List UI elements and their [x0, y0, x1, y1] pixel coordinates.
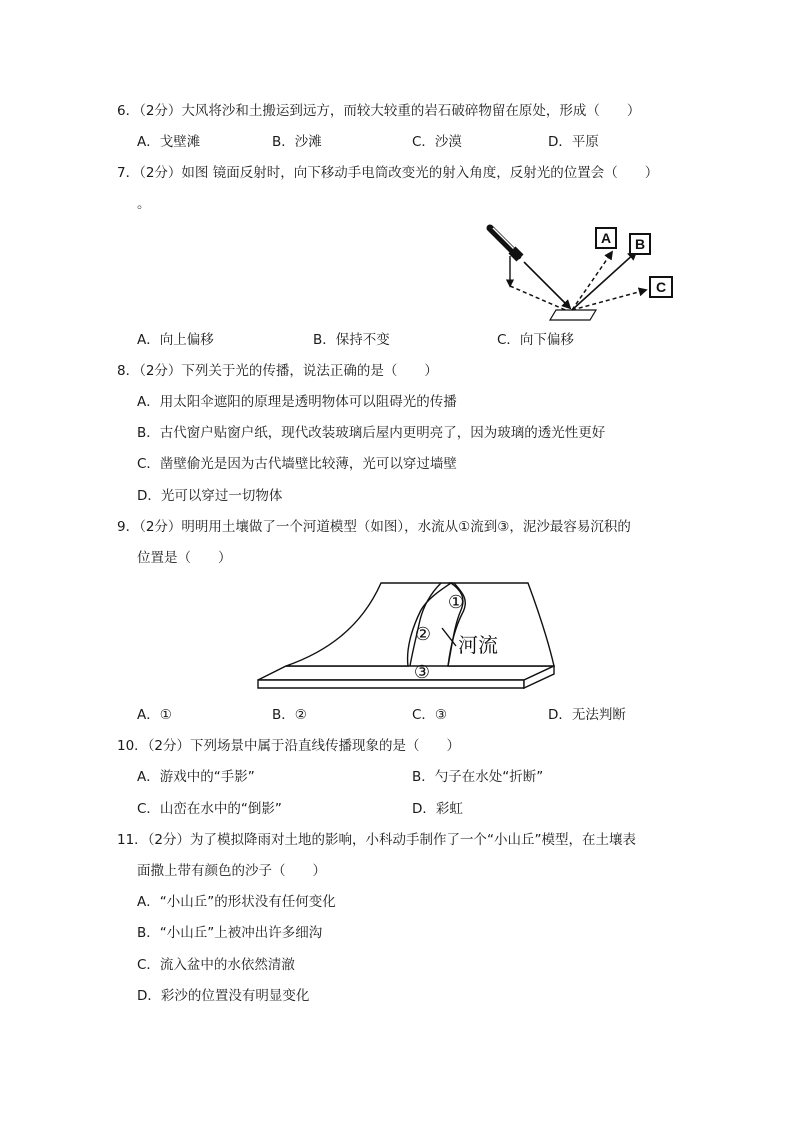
q10-option-a: A．游戏中的“手影”	[137, 769, 255, 785]
q11-option-d: D．彩沙的位置没有明显变化	[137, 988, 310, 1004]
q7-option-c: C．向下偏移	[497, 332, 574, 348]
q11-option-a: A．“小山丘”的形状没有任何变化	[137, 894, 336, 910]
incident-ray	[524, 262, 570, 308]
q11-option-b: B．“小山丘”上被冲出许多细沟	[137, 925, 323, 941]
q8-option-b: B．古代窗户贴窗户纸，现代改装玻璃后屋内更明亮了，因为玻璃的透光性更好	[137, 425, 606, 441]
q9-option-c: C．③	[412, 707, 448, 723]
q7-option-b: B．保持不变	[313, 332, 390, 348]
label-point-2: ②	[414, 624, 432, 645]
reflected-ray-b	[572, 252, 636, 310]
q9-river-model-diagram	[256, 580, 556, 696]
q9-stem: 9．（2分）明明用土壤做了一个河道模型（如图），水流从①流到③，泥沙最容易沉积的	[117, 519, 631, 535]
q7-option-a: A．向上偏移	[137, 332, 214, 348]
flashlight-icon	[490, 228, 520, 258]
q9-stem-continued: 位置是（ ）	[137, 550, 232, 566]
label-c: C	[655, 279, 667, 295]
model-base-top	[258, 666, 554, 680]
q10-option-c: C．山峦在水中的“倒影”	[137, 801, 282, 817]
q7-stem: 7．（2分）如图 镜面反射时，向下移动手电筒改变光的射入角度，反射光的位置会（ ）	[117, 165, 659, 181]
q10-stem: 10．（2分）下列场景中属于沿直线传播现象的是（ ）	[117, 738, 461, 754]
q6-option-c: C．沙漠	[412, 134, 462, 150]
q11-option-c: C．流入盆中的水依然清澈	[137, 957, 295, 973]
q7-reflection-diagram	[484, 222, 678, 324]
q8-option-d: D．光可以穿过一切物体	[137, 488, 283, 504]
q9-option-a: A．①	[137, 707, 172, 723]
q6-option-d: D．平原	[548, 134, 599, 150]
q10-option-d: D．彩虹	[412, 801, 463, 817]
q10-option-b: B．勺子在水处“折断”	[412, 769, 544, 785]
label-a: A	[600, 230, 612, 246]
q6-stem: 6．（2分）大风将沙和土搬运到远方，而较大较重的岩石破碎物留在原处，形成（ ）	[117, 103, 641, 119]
q8-option-c: C．凿壁偷光是因为古代墙壁比较薄，光可以穿过墙壁	[137, 456, 457, 472]
label-point-1: ①	[447, 592, 465, 613]
label-b: B	[634, 236, 646, 252]
mirror	[550, 310, 596, 320]
label-point-3: ③	[413, 662, 431, 683]
q11-stem: 11．（2分）为了模拟降雨对土地的影响，小科动手制作了一个“小山丘”模型，在土壤表	[117, 832, 637, 848]
q8-stem: 8．（2分）下列关于光的传播，说法正确的是（ ）	[117, 363, 438, 379]
q9-option-d: D．无法判断	[548, 707, 626, 723]
q11-stem-continued: 面撒上带有颜色的沙子（ ）	[137, 863, 326, 879]
q8-option-a: A．用太阳伞遮阳的原理是透明物体可以阻碍光的传播	[137, 394, 457, 410]
q6-option-b: B．沙滩	[272, 134, 322, 150]
q9-option-b: B．②	[272, 707, 307, 723]
label-river: 河流	[458, 633, 498, 657]
q6-option-a: A．戈壁滩	[137, 134, 201, 150]
model-base-front	[258, 680, 524, 688]
q7-stem-continued: 。	[137, 196, 151, 212]
